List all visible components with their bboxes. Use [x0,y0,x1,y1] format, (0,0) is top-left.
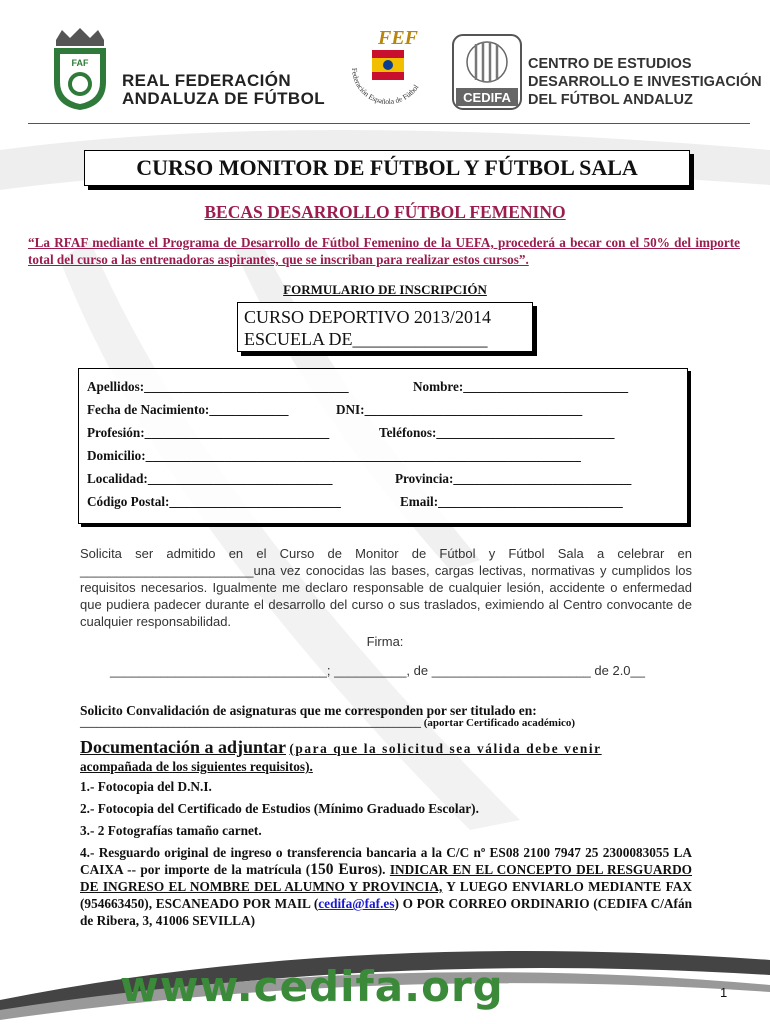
becas-heading: BECAS DESARROLLO FÚTBOL FEMENINO [204,202,566,222]
intro-text: “La RFAF mediante el Programa de Desarrollo de Fútbol Femenino de la UEFA, procederá a becar con el 50% del importe total del curso a las entrenadoras aspirantes, que se inscriban para realizar estos cursos”. [28,235,740,267]
fef-logo [338,18,438,116]
codigo-postal-field[interactable]: Código Postal:__________________________ [87,494,341,509]
documentacion-title: Documentación a adjuntar [80,737,286,757]
item4-amount: 150 Euros [310,861,378,878]
form-heading: FORMULARIO DE INSCRIPCIÓN [283,282,487,297]
list-item [80,844,692,929]
apellidos-field[interactable]: Apellidos:_______________________________ [87,379,349,394]
provincia-field[interactable]: Provincia:___________________________ [395,471,632,486]
dni-field[interactable]: DNI:_________________________________ [336,402,583,417]
documentacion-subtitle-a: (para que la solicitud sea válida debe venir [289,741,602,756]
domicilio-field[interactable]: Domicilio:__________________________________________________________________ [87,448,581,463]
profesion-field[interactable]: Profesión:____________________________ [87,425,330,440]
item4-part-d: Y LUEGO ENVIARLO MEDIANTE FAX (954663450), ESCANEADO POR MAIL ( [80,879,692,911]
cedifa-line2: DESARROLLO E INVESTIGACIÓN [528,74,762,90]
rfaf-crest-logo [48,26,112,112]
item4-part-e: ) O POR CORREO ORDINARIO (CEDIFA C/Afán de Ribera, 3, 41006 SEVILLA) [80,896,693,928]
rfaf-name-line2: ANDALUZA DE FÚTBOL [122,89,325,108]
item4-part-c: INDICAR EN EL CONCEPTO DEL RESGUARDO DE INGRESO EL NOMBRE DEL ALUMNO Y PROVINCIA, [80,862,693,894]
rfaf-name [122,72,325,108]
cedifa-line3: DEL FÚTBOL ANDALUZ [528,92,693,108]
place-date-line[interactable]: ______________________________; __________, de ______________________ de 2.0__ [110,663,645,678]
registration-fields [78,368,688,524]
course-box [237,302,533,352]
header-divider [28,123,750,124]
cedifa-line1: CENTRO DE ESTUDIOS [528,56,692,72]
cedifa-name [528,55,762,109]
fecha-nacimiento-field[interactable]: Fecha de Nacimiento:____________ [87,402,289,417]
school-field[interactable]: ESCUELA DE_______________ [244,329,488,349]
rfaf-badge-text: FAF [71,58,89,68]
convalidacion-text: Solicito Convalidación de asignaturas que me corresponden por ser titulado en: [80,703,537,718]
email-field[interactable]: Email:____________________________ [400,494,623,509]
rfaf-name-line1: REAL FEDERACIÓN [122,71,292,90]
list-item: 3.- 2 Fotografías tamaño carnet. [80,823,262,838]
documentacion-subtitle-b: acompañada de los siguientes requisitos). [80,759,313,774]
course-year: CURSO DEPORTIVO 2013/2014 [244,307,491,327]
item4-part-b: ). [377,862,390,877]
cedifa-badge-text: CEDIFA [463,90,511,105]
solicita-text: Solicita ser admitido en el Curso de Monitor de Fútbol y Fútbol Sala a celebrar en ________________________una vez conocidas las bases, cargas lectivas, normativas y cumplidos los requisitos necesarios. Igualmente me declaro responsable de cualquier lesión, accidente o enfermedad que pudiera padecer durante el desarrollo del curso o sus traslados, eximiendo al Centro convocante de cualquier responsabilidad. [80,546,692,629]
telefonos-field[interactable]: Teléfonos:___________________________ [379,425,615,440]
localidad-field[interactable]: Localidad:____________________________ [87,471,333,486]
convalidacion-line[interactable]: ______________________________________________________________ (aportar Certificado académico) [80,717,576,729]
page-number: 1 [720,985,728,1000]
fef-letters: FEF [377,27,419,49]
email-link[interactable]: cedifa@faf.es [318,896,395,911]
page-title: CURSO MONITOR DE FÚTBOL Y FÚTBOL SALA [84,150,690,186]
fef-ring-text: Federación Española de Fútbol [349,67,421,107]
item4-part-a: 4.- Resguardo original de ingreso o transferencia bancaria a la C/C nº ES08 2100 7947 25 2300083055 LA CAIXA -- por importe de la matrícula ( [80,845,692,877]
cedifa-logo [452,34,522,110]
firma-label: Firma: [366,634,404,649]
list-item: 1.- Fotocopia del D.N.I. [80,779,212,794]
documentacion-list [80,778,692,934]
list-item: 2.- Fotocopia del Certificado de Estudios (Mínimo Graduado Escolar). [80,801,479,816]
documentacion-heading [80,738,690,776]
footer-url[interactable]: www.cedifa.org [120,962,504,1011]
nombre-field[interactable]: Nombre:_________________________ [413,379,629,394]
